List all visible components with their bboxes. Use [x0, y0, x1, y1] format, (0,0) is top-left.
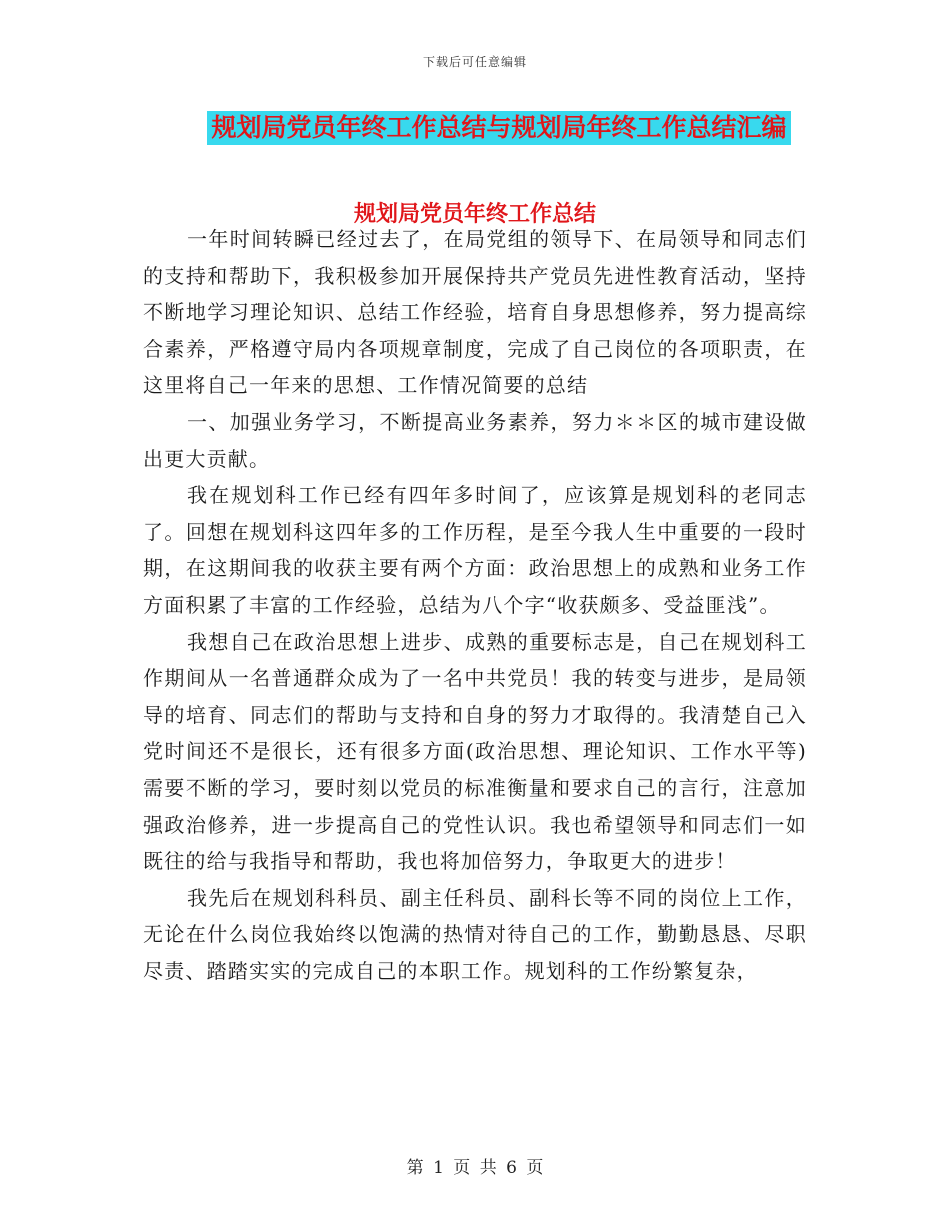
page-header-note: 下载后可任意编辑 — [422, 55, 527, 69]
document-main-title: 规划局党员年终工作总结与规划局年终工作总结汇编 — [207, 111, 790, 145]
main-title-container — [0, 111, 950, 145]
paragraph-heading-one: 一、加强业务学习，不断提高业务素养，努力＊＊区的城市建设做出更大贡献。 — [143, 409, 807, 471]
paragraph-political-growth: 我想自己在政治思想上进步、成熟的重要标志是，自己在规划科工作期间从一名普通群众成为了一名中共党员！我的转变与进步，是局领导的培育、同志们的帮助与支持和自身的努力才取得的。我清楚自己入党时间还不是很长，还有很多方面(政治思想、理论知识、工作水平等)需要不断的学习，要时刻以党员的标准衡量和要求自己的言行，注意加强政治修养，进一步提高自己的党性认识。我也希望领导和同志们一如既往的给与我指导和帮助，我也将加倍努力，争取更大的进步！ — [143, 629, 807, 874]
document-body — [143, 221, 807, 989]
paragraph-positions: 我先后在规划科科员、副主任科员、副科长等不同的岗位上工作，无论在什么岗位我始终以饱满的热情对待自己的工作，勤勤恳恳、尽职尽责、踏踏实实的完成自己的本职工作。规划科的工作纷繁复杂， — [143, 885, 807, 983]
section-title: 规划局党员年终工作总结 — [353, 202, 596, 227]
page-footer: 第 1 页 共 6 页 — [406, 1158, 544, 1178]
paragraph-work-history: 我在规划科工作已经有四年多时间了，应该算是规划科的老同志了。回想在规划科这四年多的工作历程，是至今我人生中重要的一段时期，在这期间我的收获主要有两个方面：政治思想上的成熟和业务工作方面积累了丰富的工作经验，总结为八个字“收获颇多、受益匪浅”。 — [143, 483, 807, 617]
paragraph-intro: 一年时间转瞬已经过去了，在局党组的领导下、在局领导和同志们的支持和帮助下，我积极参加开展保持共产党员先进性教育活动，坚持不断地学习理论知识、总结工作经验，培育自身思想修养，努力提高综合素养，严格遵守局内各项规章制度，完成了自己岗位的各项职责，在这里将自己一年来的思想、工作情况简要的总结 — [143, 227, 807, 398]
